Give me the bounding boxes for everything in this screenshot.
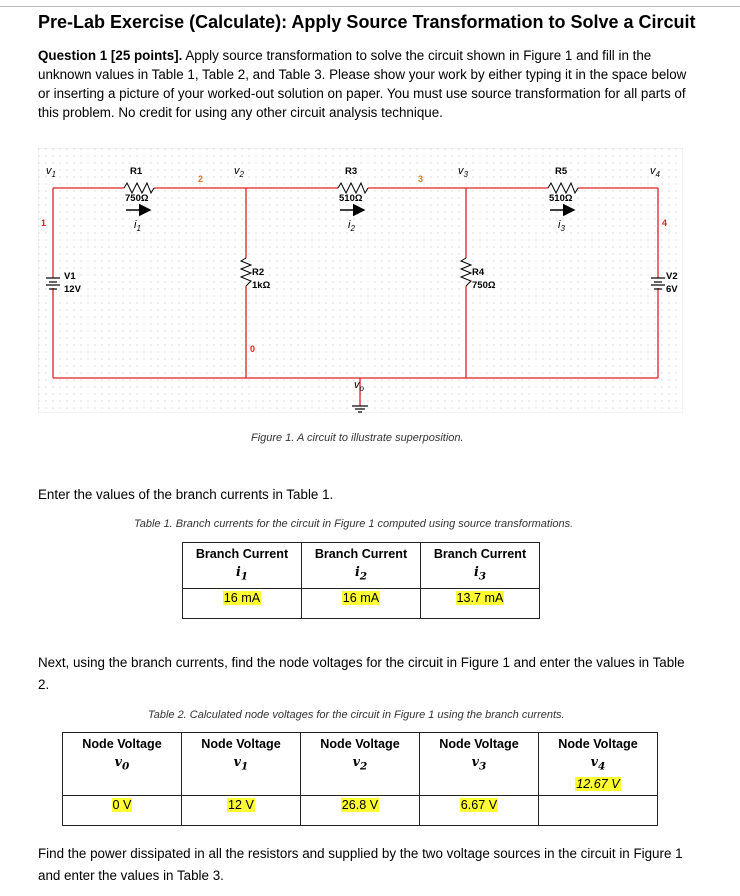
r4-value: 750Ω [472, 280, 496, 291]
r1-name: R1 [130, 166, 143, 177]
table1-cell-i2[interactable]: 16 mA [302, 588, 421, 618]
table1-header-row [183, 543, 540, 589]
node-label-vo: $v_o$ [354, 379, 364, 393]
v1-name: V1 [64, 271, 76, 282]
v2-name: V2 [666, 271, 678, 282]
table2-cell-v3[interactable]: 6.67 V [420, 795, 539, 825]
r3-name: R3 [345, 166, 358, 177]
question-1-text [38, 46, 698, 122]
node-number-3: 3 [418, 174, 424, 184]
r2-value: 1kΩ [252, 280, 271, 291]
r1-value: 750Ω [125, 193, 149, 204]
table2-header-v4: Node Voltage $v_4$ 12.67 V [539, 733, 658, 796]
figure-caption: Figure 1. A circuit to illustrate superposition. [251, 432, 464, 444]
node-number-2: 2 [198, 174, 204, 184]
r4-name: R4 [472, 267, 485, 278]
table2-value-row [63, 795, 658, 825]
table-node-voltages [62, 732, 658, 826]
node-number-1: 1 [41, 218, 47, 228]
table2-header-v0: Node Voltage $v_0$ [63, 733, 182, 796]
question-label: Question 1 [25 points]. [38, 48, 183, 63]
v2-value: 6V [666, 284, 678, 295]
node-number-4: 4 [662, 218, 668, 228]
table1-cell-i1[interactable]: 16 mA [183, 588, 302, 618]
table2-v4-extra-value: 12.67 V [576, 776, 620, 791]
node-label-v2: $v_2$ [234, 165, 244, 179]
current-label-i3: $i_3$ [558, 219, 565, 233]
table1-header-i1: Branch Current $i_1$ [183, 543, 302, 589]
table2-header-v3: Node Voltage $v_3$ [420, 733, 539, 796]
table2-cell-v4[interactable] [539, 795, 658, 825]
r5-value: 510Ω [549, 193, 573, 204]
table1-value-row [183, 588, 540, 618]
circuit-figure [38, 148, 683, 413]
node-label-v3: $v_3$ [458, 165, 468, 179]
paragraph-table1-intro: Enter the values of the branch currents in Table 1. [38, 487, 334, 502]
r3-value: 510Ω [339, 193, 363, 204]
table2-header-row [63, 733, 658, 796]
current-label-i1: $i_1$ [134, 219, 141, 233]
page-title: Pre-Lab Exercise (Calculate): Apply Source Transformation to Solve a Circuit [38, 12, 696, 32]
node-label-v4: $v_4$ [650, 165, 660, 179]
question-body: Apply source transformation to solve the circuit shown in Figure 1 and fill in the unknown values in Table 1, Table 2, and Table 3. Please show your work by either typing it in the space below or inserting a picture of your worked-out solution on paper. You must use source transformation for all parts of this problem. No credit for using any other circuit analysis technique. [38, 48, 687, 120]
current-label-i2: $i_2$ [348, 219, 355, 233]
table1-header-i3: Branch Current $i_3$ [421, 543, 540, 589]
paragraph-table3-intro: Find the power dissipated in all the resistors and supplied by the two voltage sources in the circuit in Figure 1 and enter the values in Table 3. [38, 846, 683, 883]
page-top-rule [0, 0, 740, 7]
table1-caption: Table 1. Branch currents for the circuit in Figure 1 computed using source transformations. [134, 518, 574, 530]
table-branch-currents [182, 542, 540, 619]
table1-header-i2: Branch Current $i_2$ [302, 543, 421, 589]
r5-name: R5 [555, 166, 568, 177]
table2-header-v1: Node Voltage $v_1$ [182, 733, 301, 796]
table2-cell-v0[interactable]: 0 V [63, 795, 182, 825]
r2-name: R2 [252, 267, 265, 278]
table2-header-v2: Node Voltage $v_2$ [301, 733, 420, 796]
table2-cell-v1[interactable]: 12 V [182, 795, 301, 825]
table1-cell-i3[interactable]: 13.7 mA [421, 588, 540, 618]
paragraph-table2-intro: Next, using the branch currents, find the node voltages for the circuit in Figure 1 and enter the values in Table 2. [38, 655, 685, 692]
table2-caption: Table 2. Calculated node voltages for the circuit in Figure 1 using the branch currents. [148, 709, 565, 721]
v1-value: 12V [64, 284, 81, 295]
node-number-0: 0 [250, 344, 256, 354]
node-label-v1: $v_1$ [46, 165, 56, 179]
table2-cell-v2[interactable]: 26.8 V [301, 795, 420, 825]
